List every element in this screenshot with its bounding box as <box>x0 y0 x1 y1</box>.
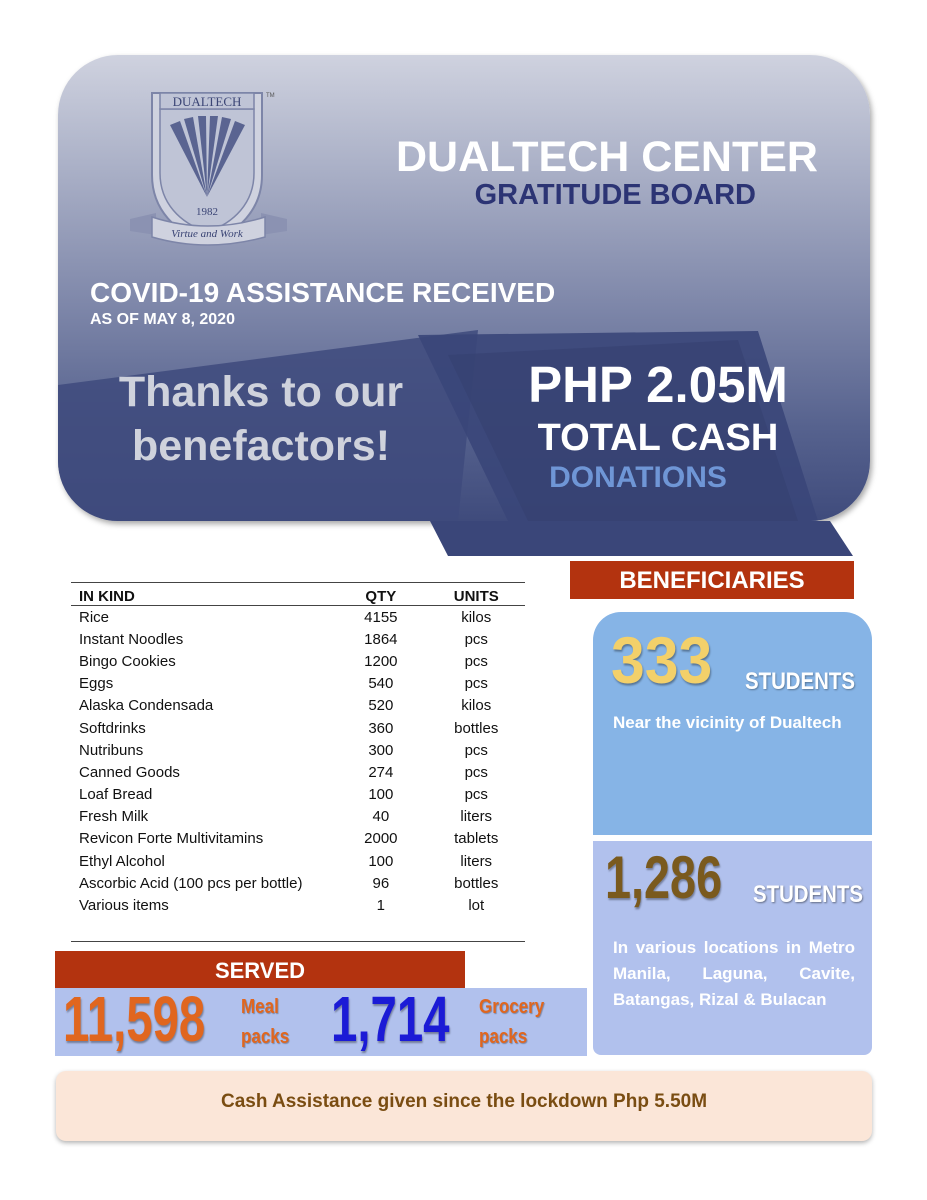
table-row <box>71 828 525 850</box>
beneficiary-card-locations <box>593 841 872 1055</box>
table-row <box>71 850 525 872</box>
thanks-line-2: benefactors! <box>131 422 391 470</box>
item-name-cell: Canned Goods <box>79 763 180 781</box>
item-name-cell: Ethyl Alcohol <box>79 852 165 870</box>
item-name-cell: Loaf Bread <box>79 786 153 804</box>
qty-cell: 1 <box>376 897 385 915</box>
beneficiaries-header: BENEFICIARIES <box>570 561 854 599</box>
logo-wordmark: DUALTECH <box>172 94 242 109</box>
col-header-qty: QTY <box>334 583 427 606</box>
table-row <box>71 695 525 717</box>
units-cell: pcs <box>464 786 488 804</box>
table-header-row <box>71 583 525 606</box>
page-title: DUALTECH CENTER <box>395 133 818 181</box>
cash-assistance-text: Cash Assistance given since the lockdown Php 5.50M <box>220 1091 708 1112</box>
total-cash-label: TOTAL CASH <box>537 417 779 459</box>
table-row <box>71 606 525 629</box>
table-row <box>71 739 525 761</box>
item-name-cell: Ascorbic Acid (100 pcs per bottle) <box>79 874 303 892</box>
table-row <box>71 628 525 650</box>
qty-cell: 2000 <box>364 830 398 848</box>
units-cell: liters <box>460 852 493 870</box>
students-count-vicinity: 333 <box>611 623 713 697</box>
item-name-cell: Bingo Cookies <box>79 652 176 670</box>
qty-cell: 300 <box>368 741 394 759</box>
table-row <box>71 650 525 672</box>
item-name-cell: Instant Noodles <box>79 630 184 648</box>
units-cell: bottles <box>454 874 499 892</box>
logo-trademark: TM <box>266 93 275 99</box>
item-name-cell: Alaska Condensada <box>79 697 214 715</box>
units-cell: pcs <box>464 763 488 781</box>
units-cell: pcs <box>464 675 488 693</box>
dualtech-logo <box>126 85 291 247</box>
table-row <box>71 872 525 894</box>
table-row <box>71 673 525 695</box>
qty-cell: 360 <box>368 719 394 737</box>
in-kind-table <box>71 582 525 942</box>
grocery-label-line-2: packs <box>479 1026 528 1048</box>
students-label-locations: STUDENTS <box>753 881 863 908</box>
item-name-cell: Rice <box>79 608 110 626</box>
table-row <box>71 894 525 916</box>
page-subtitle: GRATITUDE BOARD <box>474 179 756 211</box>
units-cell: pcs <box>464 652 488 670</box>
table-bottom-rule <box>71 933 525 942</box>
qty-cell: 100 <box>368 852 394 870</box>
assistance-heading: COVID-19 ASSISTANCE RECEIVED <box>90 277 556 308</box>
table-row <box>71 806 525 828</box>
units-cell: pcs <box>464 630 488 648</box>
item-name-cell: Nutribuns <box>79 741 144 759</box>
served-panel <box>55 983 587 1056</box>
beneficiary-card-vicinity <box>593 612 872 835</box>
table-row <box>71 784 525 806</box>
item-name-cell: Eggs <box>79 675 114 693</box>
units-cell: lot <box>468 897 485 915</box>
qty-cell: 4155 <box>364 608 398 626</box>
qty-cell: 100 <box>368 786 394 804</box>
as-of-date: AS OF MAY 8, 2020 <box>90 311 235 328</box>
logo-year: 1982 <box>196 206 218 218</box>
col-header-units: UNITS <box>427 583 525 606</box>
students-label-vicinity: STUDENTS <box>745 668 855 695</box>
units-cell: liters <box>460 808 493 826</box>
units-cell: kilos <box>461 608 492 626</box>
qty-cell: 40 <box>372 808 390 826</box>
beneficiary-desc-locations: In various locations in Metro Manila, Laguna, Cavite, Batangas, Rizal & Bulacan <box>613 938 855 1009</box>
served-header: SERVED <box>55 951 465 988</box>
units-cell: tablets <box>454 830 499 848</box>
table-row <box>71 761 525 783</box>
item-name-cell: Softdrinks <box>79 719 146 737</box>
col-header-item: IN KIND <box>71 583 334 606</box>
units-cell: bottles <box>454 719 499 737</box>
grocery-packs-count: 1,714 <box>331 983 450 1055</box>
qty-cell: 96 <box>372 874 390 892</box>
header-panel <box>58 55 870 521</box>
beneficiary-desc-vicinity: Near the vicinity of Dualtech <box>613 713 842 732</box>
students-count-locations: 1,286 <box>605 844 723 911</box>
item-name-cell: Fresh Milk <box>79 808 149 826</box>
units-cell: kilos <box>461 697 492 715</box>
thanks-line-1: Thanks to our <box>118 368 404 416</box>
table-row <box>71 717 525 739</box>
qty-cell: 520 <box>368 697 394 715</box>
meal-packs-count: 11,598 <box>63 983 206 1055</box>
units-cell: pcs <box>464 741 488 759</box>
grocery-packs-label <box>479 992 544 1052</box>
item-name-cell: Revicon Forte Multivitamins <box>79 830 264 848</box>
grocery-label-line-1: Grocery <box>479 996 545 1018</box>
meal-label-line-1: Meal <box>241 996 279 1018</box>
total-amount: PHP 2.05M <box>528 356 788 413</box>
cash-assistance-footer <box>56 1071 872 1141</box>
logo-motto: Virtue and Work <box>171 228 243 240</box>
thanks-message <box>96 365 426 473</box>
qty-cell: 540 <box>368 675 394 693</box>
qty-cell: 274 <box>368 763 394 781</box>
donations-label: DONATIONS <box>549 461 727 494</box>
meal-packs-label <box>241 992 289 1052</box>
qty-cell: 1864 <box>364 630 398 648</box>
item-name-cell: Various items <box>79 897 169 915</box>
meal-label-line-2: packs <box>241 1026 290 1048</box>
qty-cell: 1200 <box>364 652 398 670</box>
